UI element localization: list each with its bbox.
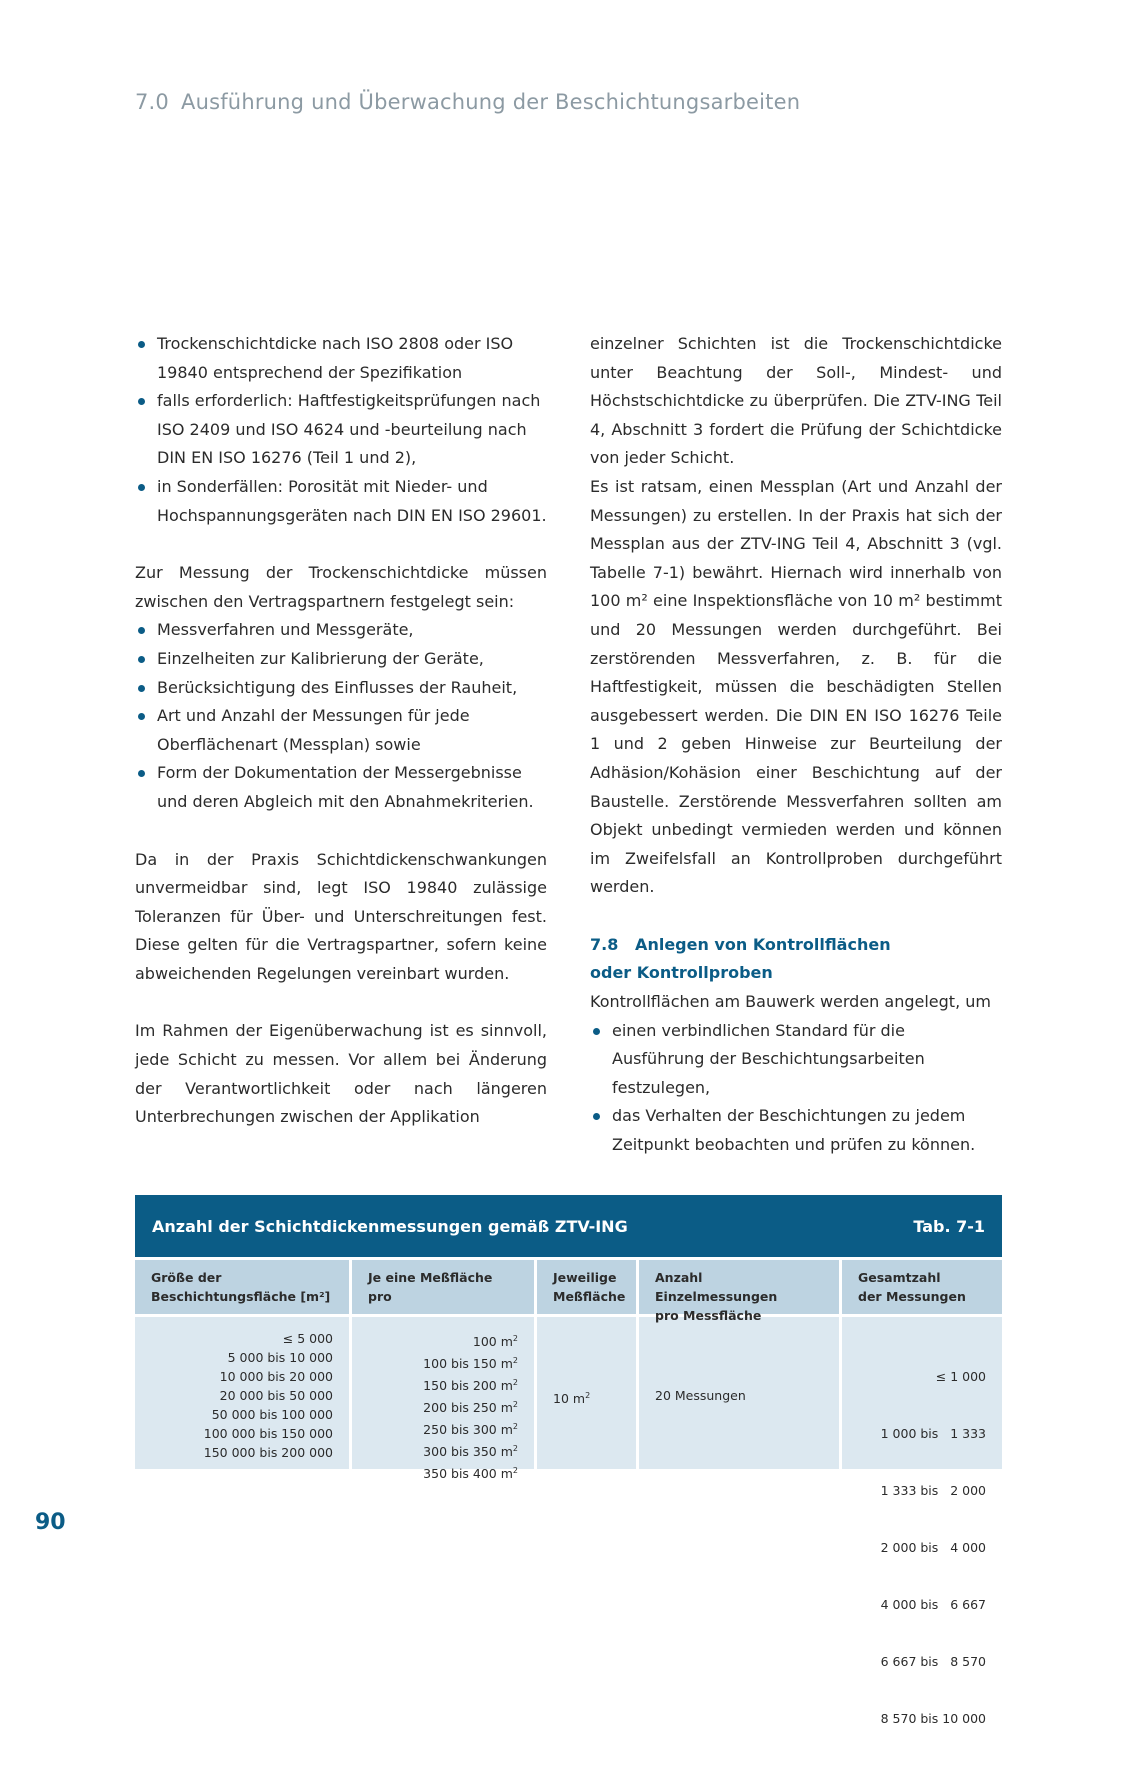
cell-value: 2 000 bis 4 000 xyxy=(880,1540,986,1555)
paragraph: einzelner Schichten ist die Trockenschichtdicke unter Beachtung der Soll-, Mindest- und Höchstschichtdicke zu überprüfen. Die ZTV-ING Teil 4, Abschnitt 3 fordert die Prüfung der Schichtdicke von jeder Schicht. xyxy=(590,334,1002,468)
list-item: Einzelheiten zur Kalibrierung der Geräte, xyxy=(135,645,547,674)
chapter-title: Ausführung und Überwachung der Beschichtungsarbeiten xyxy=(181,90,801,114)
inspection-list xyxy=(135,330,547,530)
cell-value: 100 bis 150 $m^2$ xyxy=(423,1356,518,1371)
table-cell xyxy=(135,1317,349,1469)
cell-value: 150 000 bis 200 000 xyxy=(203,1445,333,1460)
list-item: falls erforderlich: Haftfestigkeitsprüfungen nach ISO 2409 und ISO 4624 und -beurteilung nach DIN EN ISO 16276 (Teil 1 und 2), xyxy=(135,387,547,473)
table-column xyxy=(537,1260,636,1469)
cell-value: ≤ 1 000 xyxy=(935,1369,986,1384)
list-item: Form der Dokumentation der Messergebnisse und deren Abgleich mit den Abnahmekriterien. xyxy=(135,759,547,816)
header-line: Anzahl Einzelmessungen xyxy=(655,1270,778,1304)
paragraph: Es ist ratsam, einen Messplan (Art und Anzahl der Messungen) zu erstellen. In der Praxis hat sich der Messplan aus der ZTV-ING Teil 4, Abschnitt 3 (vgl. Tabelle 7-1) bewährt. Hiernach wird innerhalb von 100 m² eine Inspektionsfläche von 10 m² bestimmt und 20 Messungen werden durchgeführt. Bei zerstörenden Messverfahren, z. B. für die Haftfestigkeit, müssen die beschädigten Stellen ausgebessert werden. Die DIN EN ISO 16276 Teile 1 und 2 geben Hinweise zur Beurteilung der Adhäsion/Kohäsion einer Beschichtung auf der Baustelle. Zerstörende Messverfahren sollten am Objekt unbedingt vermieden werden und können im Zweifelsfall an Kontrollproben durchgeführt werden. xyxy=(590,476,1002,897)
left-column xyxy=(135,330,547,1132)
control-area-list xyxy=(590,1017,1002,1160)
agreement-list xyxy=(135,616,547,816)
cell-value: 8 570 bis 10 000 xyxy=(880,1711,986,1726)
cell-value: 100 $m^2$ xyxy=(472,1334,518,1349)
paragraph: Kontrollflächen am Bauwerk werden angelegt, um xyxy=(590,992,991,1012)
table-title: Anzahl der Schichtdickenmessungen gemäß ZTV-ING xyxy=(152,1216,628,1236)
cell-value: 150 bis 200 $m^2$ xyxy=(423,1378,518,1393)
table-title-bar xyxy=(135,1195,1002,1257)
cell-value: 200 bis 250 $m^2$ xyxy=(423,1400,518,1415)
cell-value: 50 000 bis 100 000 xyxy=(211,1407,333,1422)
cell-value: 1 000 bis 1 333 xyxy=(880,1426,986,1441)
column-header xyxy=(135,1260,349,1314)
header-line: pro Messfläche xyxy=(655,1308,762,1323)
cell-value: 1 333 bis 2 000 xyxy=(880,1483,986,1498)
cell-value: 100 000 bis 150 000 xyxy=(203,1426,333,1441)
header-line: der Messungen xyxy=(858,1289,966,1304)
table-cell xyxy=(639,1317,839,1469)
table-column xyxy=(135,1260,349,1469)
table-column xyxy=(639,1260,839,1469)
column-header xyxy=(537,1260,636,1314)
header-line: Beschichtungsfläche [m²] xyxy=(151,1289,331,1304)
cell-value: 10 $m^2$ xyxy=(553,1391,591,1406)
table-cell xyxy=(842,1317,1002,1726)
list-item: Messverfahren und Messgeräte, xyxy=(135,616,547,645)
list-item: Art und Anzahl der Messungen für jede Oberflächenart (Messplan) sowie xyxy=(135,702,547,759)
cell-value: 6 667 bis 8 570 xyxy=(880,1654,986,1669)
right-column xyxy=(590,330,1002,1160)
header-line: Meßfläche xyxy=(553,1289,626,1304)
column-header xyxy=(639,1260,839,1323)
table-cell xyxy=(352,1317,534,1481)
paragraph: Zur Messung der Trockenschichtdicke müssen zwischen den Vertragspartnern festgelegt sein: xyxy=(135,563,547,611)
page-number: 90 xyxy=(35,1510,66,1535)
table-body xyxy=(135,1260,1002,1726)
cell-value: 5 000 bis 10 000 xyxy=(227,1350,333,1365)
list-item: Trockenschichtdicke nach ISO 2808 oder ISO 19840 entsprechend der Spezifikation xyxy=(135,330,547,387)
cell-value: 250 bis 300 $m^2$ xyxy=(423,1422,518,1437)
cell-value: 4 000 bis 6 667 xyxy=(880,1597,986,1612)
header-line: Jeweilige xyxy=(553,1270,617,1285)
paragraph: Da in der Praxis Schichtdickenschwankungen unvermeidbar sind, legt ISO 19840 zulässige Toleranzen für Über- und Unterschreitungen fest. Diese gelten für die Vertragspartner, sofern keine abweichenden Regelungen vereinbart wurden. xyxy=(135,849,547,983)
table-cell xyxy=(537,1317,636,1469)
section-heading xyxy=(590,931,1002,988)
cell-value: 10 000 bis 20 000 xyxy=(219,1369,333,1384)
cell-value: 350 bis 400 $m^2$ xyxy=(423,1466,518,1481)
paragraph: Im Rahmen der Eigenüberwachung ist es sinnvoll, jede Schicht zu messen. Vor allem bei Änderung der Verantwortlichkeit oder nach längeren Unterbrechungen zwischen der Applikation xyxy=(135,1021,547,1127)
chapter-heading xyxy=(135,90,800,114)
column-header xyxy=(352,1260,534,1314)
chapter-number: 7.0 xyxy=(135,90,169,114)
cell-value: 20 000 bis 50 000 xyxy=(219,1388,333,1403)
cell-value: ≤ 5 000 xyxy=(282,1331,333,1346)
header-line: Gesamtzahl xyxy=(858,1270,941,1285)
table-column xyxy=(352,1260,534,1481)
list-item: das Verhalten der Beschichtungen zu jedem Zeitpunkt beobachten und prüfen zu können. xyxy=(590,1102,1002,1159)
measurement-table xyxy=(135,1195,1002,1726)
cell-value: 300 bis 350 $m^2$ xyxy=(423,1444,518,1459)
table-label: Tab. 7-1 xyxy=(913,1216,985,1236)
column-header xyxy=(842,1260,1002,1314)
list-item: einen verbindlichen Standard für die Ausführung der Beschichtungsarbeiten festzulegen, xyxy=(590,1017,1002,1103)
list-item: in Sonderfällen: Porosität mit Nieder- und Hochspannungsgeräten nach DIN EN ISO 29601. xyxy=(135,473,547,530)
cell-value: 20 Messungen xyxy=(655,1388,746,1403)
table-column xyxy=(842,1260,1002,1726)
list-item: Berücksichtigung des Einflusses der Rauheit, xyxy=(135,674,547,703)
header-line: Größe der xyxy=(151,1270,222,1285)
header-line: pro xyxy=(368,1289,392,1304)
section-heading-line: 7.8 Anlegen von Kontrollflächen xyxy=(590,934,891,954)
header-line: Je eine Meßfläche xyxy=(368,1270,493,1285)
section-heading-line: oder Kontrollproben xyxy=(590,963,773,983)
